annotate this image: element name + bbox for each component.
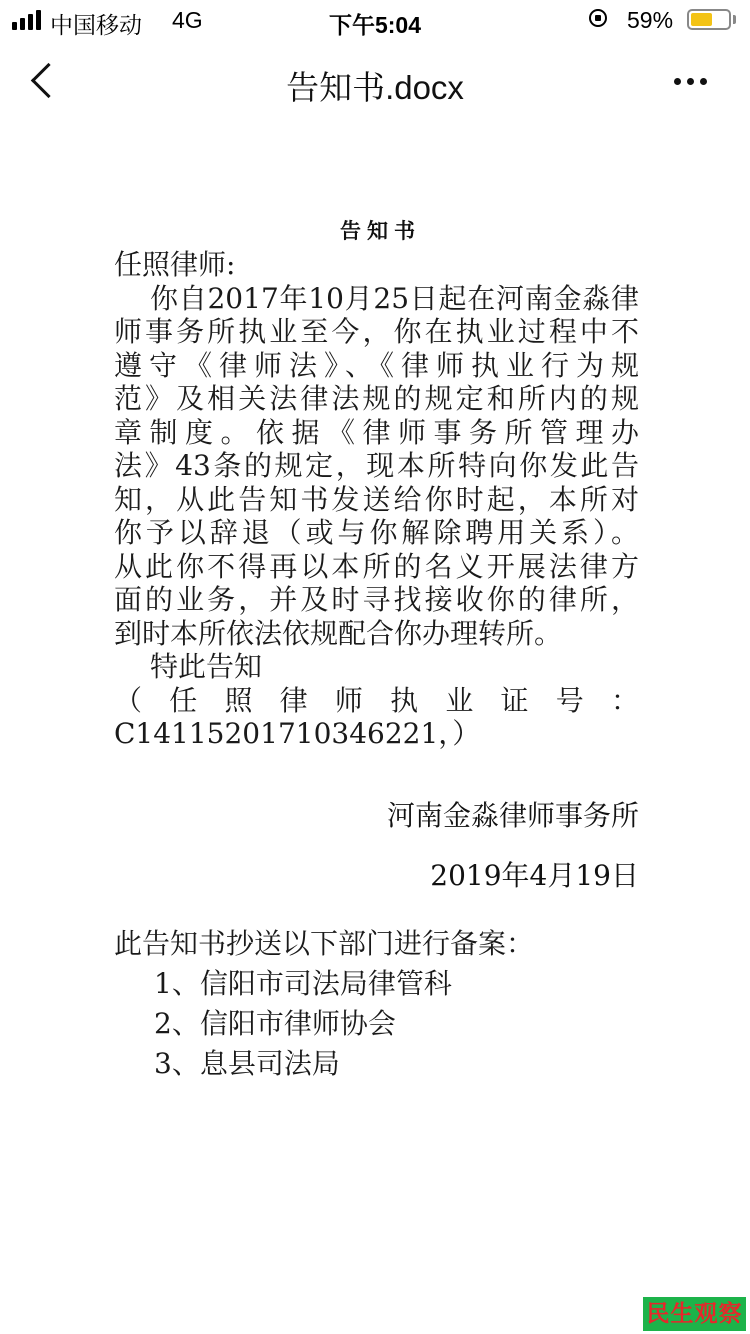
license-label-char: （: [114, 683, 143, 717]
license-label-char: 执: [390, 683, 419, 717]
body-line: 范》及相关法律法规的规定和所内的规: [114, 382, 639, 415]
doc-main-paragraph: [114, 282, 639, 651]
battery-icon: [687, 9, 731, 30]
license-label: [114, 684, 639, 718]
license-label-char: 业: [445, 683, 474, 717]
cc-item: 2、信阳市律师协会: [154, 1007, 396, 1040]
body-line: 师事务所执业至今，你在执业过程中不: [114, 315, 639, 348]
body-line: 你自2017年10月25日起在河南金淼律: [150, 281, 639, 315]
nav-bar: [0, 40, 750, 130]
battery-tip: [733, 15, 736, 24]
cc-intro: 此告知书抄送以下部门进行备案：: [114, 927, 535, 960]
body-line: 到时本所依法依规配合你办理转所。: [114, 616, 563, 650]
license-label-char: 师: [334, 683, 363, 717]
signature-date: 2019年4月19日: [430, 859, 639, 892]
license-label-char: ：: [610, 683, 639, 717]
signature-organization: 河南金淼律师事务所: [386, 799, 639, 832]
network-type: 4G: [172, 7, 203, 33]
doc-closing: 特此告知: [150, 650, 263, 683]
status-bar: [0, 0, 750, 40]
document-body: [114, 214, 639, 1080]
body-line: 知，从此告知书发送给你时起，本所对: [114, 482, 639, 516]
body-line: 遵守《律师法》、《律师执业行为规: [114, 348, 639, 382]
rotation-lock-icon: [589, 9, 607, 27]
license-label-char: 证: [500, 683, 529, 717]
document-filename-title: 告知书.docx: [286, 69, 464, 106]
license-label-char: 任: [169, 683, 198, 717]
carrier-name: 中国移动: [50, 12, 142, 38]
body-line: 章制度。依据《律师事务所管理办: [114, 415, 639, 449]
battery-percent: 59%: [627, 7, 674, 33]
body-line: 从此你不得再以本所的名义开展法律方: [114, 549, 639, 583]
more-options-icon[interactable]: [674, 78, 707, 85]
status-time: 下午5:04: [328, 12, 422, 38]
cc-item: 1、信阳市司法局律管科: [154, 967, 452, 1000]
doc-heading: 告知书: [340, 218, 421, 243]
license-label-char: 照: [224, 683, 253, 717]
body-line: 面的业务，并及时寻找接收你的律所，: [114, 583, 639, 616]
body-line: 你予以辞退（或与你解除聘用关系）。: [114, 516, 639, 549]
license-number: C14115201710346221，）: [114, 717, 481, 750]
license-label-char: 律: [279, 683, 308, 717]
battery-level-fill: [691, 13, 712, 26]
doc-salutation: 任照律师:: [114, 248, 236, 281]
watermark-logo: 民生观察: [643, 1297, 746, 1331]
body-line: 法》43条的规定，现本所特向你发此告: [114, 449, 639, 482]
cc-item: 3、息县司法局: [154, 1047, 340, 1080]
cc-section: [114, 924, 639, 1084]
license-label-char: 号: [555, 683, 584, 717]
